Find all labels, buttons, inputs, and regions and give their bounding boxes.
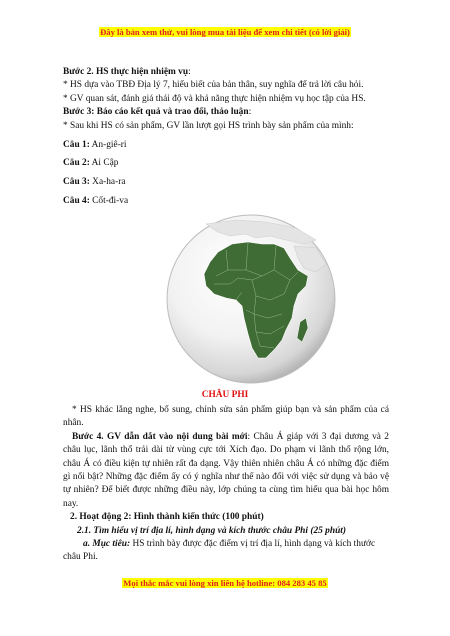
- question-answer: Ai Cập: [91, 158, 119, 169]
- activity2-heading: 2. Hoạt động 2: Hình thành kiến thức (100 phút): [70, 512, 264, 523]
- step2-line2: * GV quan sát, đánh giá thái độ và khả năng thực hiện nhiệm vụ học tập của HS.: [63, 93, 366, 104]
- step2-heading: [63, 66, 389, 79]
- africa-globe-image: [166, 214, 336, 384]
- question-label: Câu 2:: [63, 158, 90, 169]
- step3-heading: [63, 106, 389, 119]
- document-body-lower: [63, 404, 389, 565]
- question-label: Câu 4:: [63, 196, 90, 207]
- step3-line1: * Sau khi HS có sản phẩm, GV lần lượt gọi HS trình bày sản phẩm của mình:: [63, 120, 354, 131]
- objective-label: a. Mục tiêu:: [83, 539, 131, 550]
- hotline-banner-text: Mọi thắc mắc vui lòng xin liên hệ hotline: 084 283 45 85: [123, 578, 327, 588]
- preview-banner-text: Đây là bản xem thử, vui lòng mua tài liệu để xem chi tiết (có lời giải): [100, 27, 350, 37]
- question-1: [63, 139, 389, 152]
- step3-colon: :: [248, 107, 252, 118]
- question-2: [63, 157, 389, 170]
- figure-caption: CHÂU PHI: [201, 390, 249, 400]
- step3-title: Bước 3: Báo cáo kết quả và trao đổi, thảo luận: [63, 107, 249, 118]
- step4-paragraph: [63, 431, 389, 511]
- step4-title: Bước 4. GV dẫn dắt vào nội dung bài mới: [72, 431, 248, 442]
- step2-line1: * HS dựa vào TBĐ Địa lý 7, hiểu biết của bản thân, suy nghĩa để trả lời câu hỏi.: [63, 80, 364, 91]
- section-2-1-heading: 2.1. Tìm hiểu vị trí địa lí, hình dạng và kích thước châu Phi (25 phút): [77, 525, 347, 536]
- peer-review-paragraph: * HS khác lắng nghe, bổ sung, chỉnh sửa sản phẩm giúp bạn và sản phẩm của cá nhân.: [63, 405, 389, 429]
- question-answer: Cốt-đi-va: [92, 196, 129, 207]
- question-answer: Xa-ha-ra: [92, 177, 126, 188]
- step2-title: Bước 2. HS thực hiện nhiệm vụ: [63, 67, 189, 77]
- objective-paragraph: [63, 538, 389, 565]
- document-body: [63, 66, 389, 209]
- hotline-banner: [0, 578, 450, 588]
- question-answer: An-giê-ri: [91, 139, 127, 150]
- objective-text: HS trình bày được đặc điểm vị trí địa lí, hình dạng và kích thước châu Phi.: [63, 539, 376, 563]
- preview-banner: [0, 27, 450, 37]
- question-4: [63, 195, 389, 208]
- question-3: [63, 176, 389, 189]
- question-label: Câu 1:: [63, 139, 90, 150]
- step4-text: : Châu Á giáp với 3 đại dương và 2 châu lục, lãnh thổ trải dài từ vùng cực tới Xích đạo. Do phạm vi lãnh thổ rộng lớn, châu Á có điều kiện tự nhiên rất đa dạng. Vậy thiên nhiên châu Á có những đặc điểm gì nổi bật? Những đặc điểm ấy có ý nghĩa như thế nào đối với việc sử dụng và bảo vệ tự nhiên? Để biết được những điều này, lớp chúng ta cùng tìm hiểu qua bài học hôm nay.: [63, 431, 389, 509]
- question-label: Câu 3:: [63, 177, 90, 188]
- step2-colon: :: [188, 67, 191, 77]
- africa-globe-figure: [166, 214, 336, 384]
